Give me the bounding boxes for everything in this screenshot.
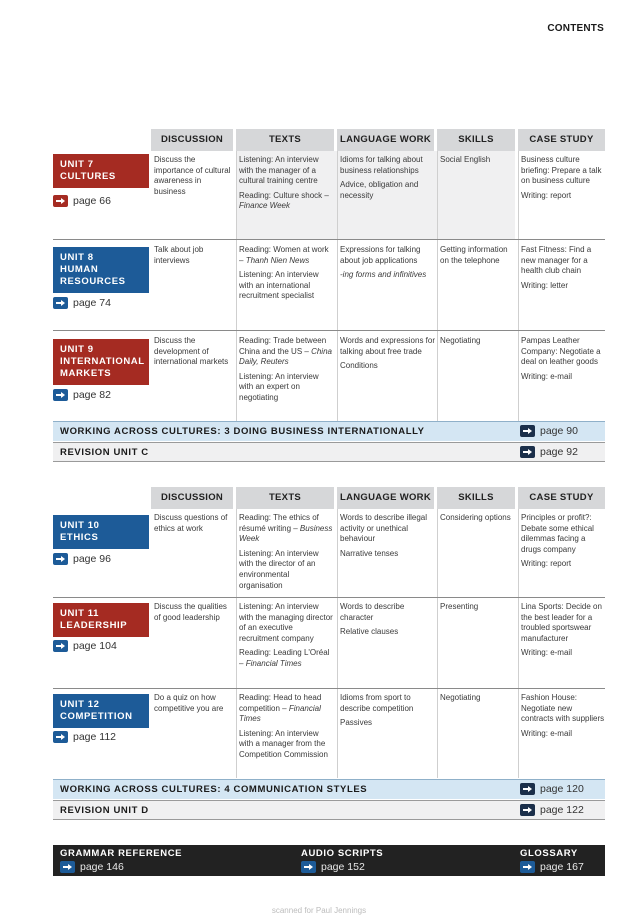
bar-page-link[interactable]: page 92	[520, 446, 578, 458]
unit-name: INTERNATIONAL MARKETS	[60, 356, 145, 379]
footer-title: GLOSSARY	[520, 848, 578, 859]
column-header-row	[53, 129, 605, 151]
case-study-cell: Fashion House: Negotiate new contracts with suppliers Writing: e-mail	[521, 693, 605, 738]
unit-row-11	[53, 598, 605, 689]
bar-label: REVISION UNIT D	[60, 805, 149, 816]
unit-name: ETHICS	[60, 532, 99, 543]
language-cell: Words to describe illegal activity or unethical behaviour Narrative tenses	[340, 513, 428, 558]
bar-page-link[interactable]: page 120	[520, 783, 584, 795]
col-header-texts: TEXTS	[236, 487, 334, 509]
unit-title-box[interactable]	[53, 603, 149, 637]
arrow-right-icon	[520, 861, 535, 873]
unit-title-box[interactable]	[53, 247, 149, 293]
skills-cell: Negotiating	[440, 336, 481, 345]
bar-page-link[interactable]: page 90	[520, 425, 578, 437]
discussion-cell: Discuss the importance of cultural awareness in business	[154, 155, 231, 196]
arrow-right-icon	[520, 446, 535, 458]
revision-unit-c-bar[interactable]	[53, 442, 605, 462]
texts-cell: Listening: An interview with the manager of a cultural training centre Reading: Culture shock – Finance Week	[239, 155, 329, 211]
unit-page-link[interactable]: page 104	[53, 640, 117, 652]
col-header-skills: SKILLS	[437, 129, 515, 151]
discussion-cell: Talk about job interviews	[154, 245, 204, 265]
case-study-cell: Business culture briefing: Prepare a talk on business culture Writing: report	[521, 155, 602, 200]
bar-label: WORKING ACROSS CULTURES: 3 DOING BUSINESS INTERNATIONALLY	[60, 426, 425, 437]
language-cell: Idioms for talking about business relationships Advice, obligation and necessity	[340, 155, 423, 200]
reference-footer	[53, 845, 605, 876]
unit-name: LEADERSHIP	[60, 620, 128, 631]
unit-label: UNIT 8	[60, 252, 94, 263]
scan-credit: scanned for Paul Jennings	[271, 906, 367, 915]
unit-row-8	[53, 240, 605, 331]
bar-page-link[interactable]: page 122	[520, 804, 584, 816]
arrow-right-icon	[53, 297, 68, 309]
language-cell: Words to describe character Relative clauses	[340, 602, 405, 637]
unit-title-box[interactable]	[53, 515, 149, 549]
unit-page-link[interactable]: page 112	[53, 731, 116, 743]
arrow-right-icon	[53, 553, 68, 565]
col-header-language-work: LANGUAGE WORK	[337, 129, 434, 151]
unit-name: COMPETITION	[60, 711, 133, 722]
case-study-cell: Fast Fitness: Find a new manager for a health club chain Writing: letter	[521, 245, 592, 290]
texts-cell: Reading: Head to head competition – Financial Times Listening: An interview with a manager from the Competition Commission	[239, 693, 328, 759]
skills-cell: Presenting	[440, 602, 479, 611]
arrow-right-icon	[53, 195, 68, 207]
texts-cell: Reading: Women at work – Thanh Nien News Listening: An interview with an international recruitment specialist	[239, 245, 329, 301]
grammar-reference-link[interactable]: GRAMMAR REFERENCE page 146	[60, 848, 183, 873]
language-cell: Words and expressions for talking about free trade Conditions	[340, 336, 436, 371]
unit-label: UNIT 9	[60, 344, 94, 355]
col-header-skills: SKILLS	[437, 487, 515, 509]
arrow-right-icon	[520, 783, 535, 795]
arrow-right-icon	[53, 640, 68, 652]
arrow-right-icon	[520, 425, 535, 437]
arrow-right-icon	[520, 804, 535, 816]
footer-title: AUDIO SCRIPTS	[301, 848, 384, 859]
revision-unit-d-bar[interactable]	[53, 800, 605, 820]
contents-block-2	[53, 487, 605, 778]
case-study-cell: Pampas Leather Company: Negotiate a deal on leather goods Writing: e-mail	[521, 336, 601, 381]
col-header-discussion: DISCUSSION	[151, 129, 233, 151]
skills-cell: Getting information on the telephone	[440, 245, 508, 265]
arrow-right-icon	[60, 861, 75, 873]
page-title: CONTENTS	[547, 23, 604, 34]
unit-title-box[interactable]	[53, 154, 149, 188]
unit-name: CULTURES	[60, 171, 116, 182]
skills-cell: Negotiating	[440, 693, 481, 702]
unit-label: UNIT 12	[60, 699, 100, 710]
working-across-cultures-3-bar[interactable]	[53, 421, 605, 441]
arrow-right-icon	[301, 861, 316, 873]
texts-cell: Reading: The ethics of résumé writing – Business Week Listening: An interview with the director of an environmental organisation	[239, 513, 333, 590]
language-cell: Idioms from sport to describe competition Passives	[340, 693, 414, 728]
unit-row-10	[53, 509, 605, 598]
texts-cell: Listening: An interview with the managing director of an executive recruitment company Reading: Leading L'Oréal – Financial Times	[239, 602, 333, 668]
arrow-right-icon	[53, 389, 68, 401]
texts-cell: Reading: Trade between China and the US – China Daily, Reuters Listening: An interview with an expert on negotiating	[239, 336, 332, 402]
unit-label: UNIT 10	[60, 520, 100, 531]
unit-page-link[interactable]: page 66	[53, 195, 111, 207]
skills-cell: Considering options	[440, 513, 511, 522]
unit-title-box[interactable]	[53, 339, 149, 385]
col-header-case-study: CASE STUDY	[518, 129, 605, 151]
bar-label: REVISION UNIT C	[60, 447, 149, 458]
language-cell: Expressions for talking about job applications -ing forms and infinitives	[340, 245, 427, 280]
glossary-link[interactable]: GLOSSARY page 167	[520, 848, 584, 873]
bar-label: WORKING ACROSS CULTURES: 4 COMMUNICATION STYLES	[60, 784, 368, 795]
discussion-cell: Discuss questions of ethics at work	[154, 513, 228, 533]
unit-row-12	[53, 689, 605, 778]
case-study-cell: Lina Sports: Decide on the best leader for a troubled sportswear manufacturer Writing: e-mail	[521, 602, 602, 658]
discussion-cell: Discuss the development of international markets	[154, 336, 229, 367]
discussion-cell: Do a quiz on how competitive you are	[154, 693, 224, 713]
unit-name: HUMAN RESOURCES	[60, 264, 126, 287]
unit-label: UNIT 7	[60, 159, 94, 170]
unit-row-9	[53, 331, 605, 421]
unit-page-link[interactable]: page 96	[53, 553, 111, 565]
unit-title-box[interactable]	[53, 694, 149, 728]
col-header-discussion: DISCUSSION	[151, 487, 233, 509]
working-across-cultures-4-bar[interactable]	[53, 779, 605, 799]
arrow-right-icon	[53, 731, 68, 743]
unit-page-link[interactable]: page 82	[53, 389, 111, 401]
skills-cell: Social English	[440, 155, 491, 164]
col-header-language-work: LANGUAGE WORK	[337, 487, 434, 509]
footer-title: GRAMMAR REFERENCE	[60, 848, 183, 859]
audio-scripts-link[interactable]: AUDIO SCRIPTS page 152	[301, 848, 384, 873]
contents-block-1	[53, 129, 605, 421]
unit-page-link[interactable]: page 74	[53, 297, 111, 309]
column-header-row	[53, 487, 605, 509]
col-header-texts: TEXTS	[236, 129, 334, 151]
discussion-cell: Discuss the qualities of good leadership	[154, 602, 227, 622]
col-header-case-study: CASE STUDY	[518, 487, 605, 509]
case-study-cell: Principles or profit?: Debate some ethical dilemmas facing a drugs company Writing: report	[521, 513, 594, 569]
unit-row-7	[53, 151, 605, 240]
unit-label: UNIT 11	[60, 608, 100, 619]
